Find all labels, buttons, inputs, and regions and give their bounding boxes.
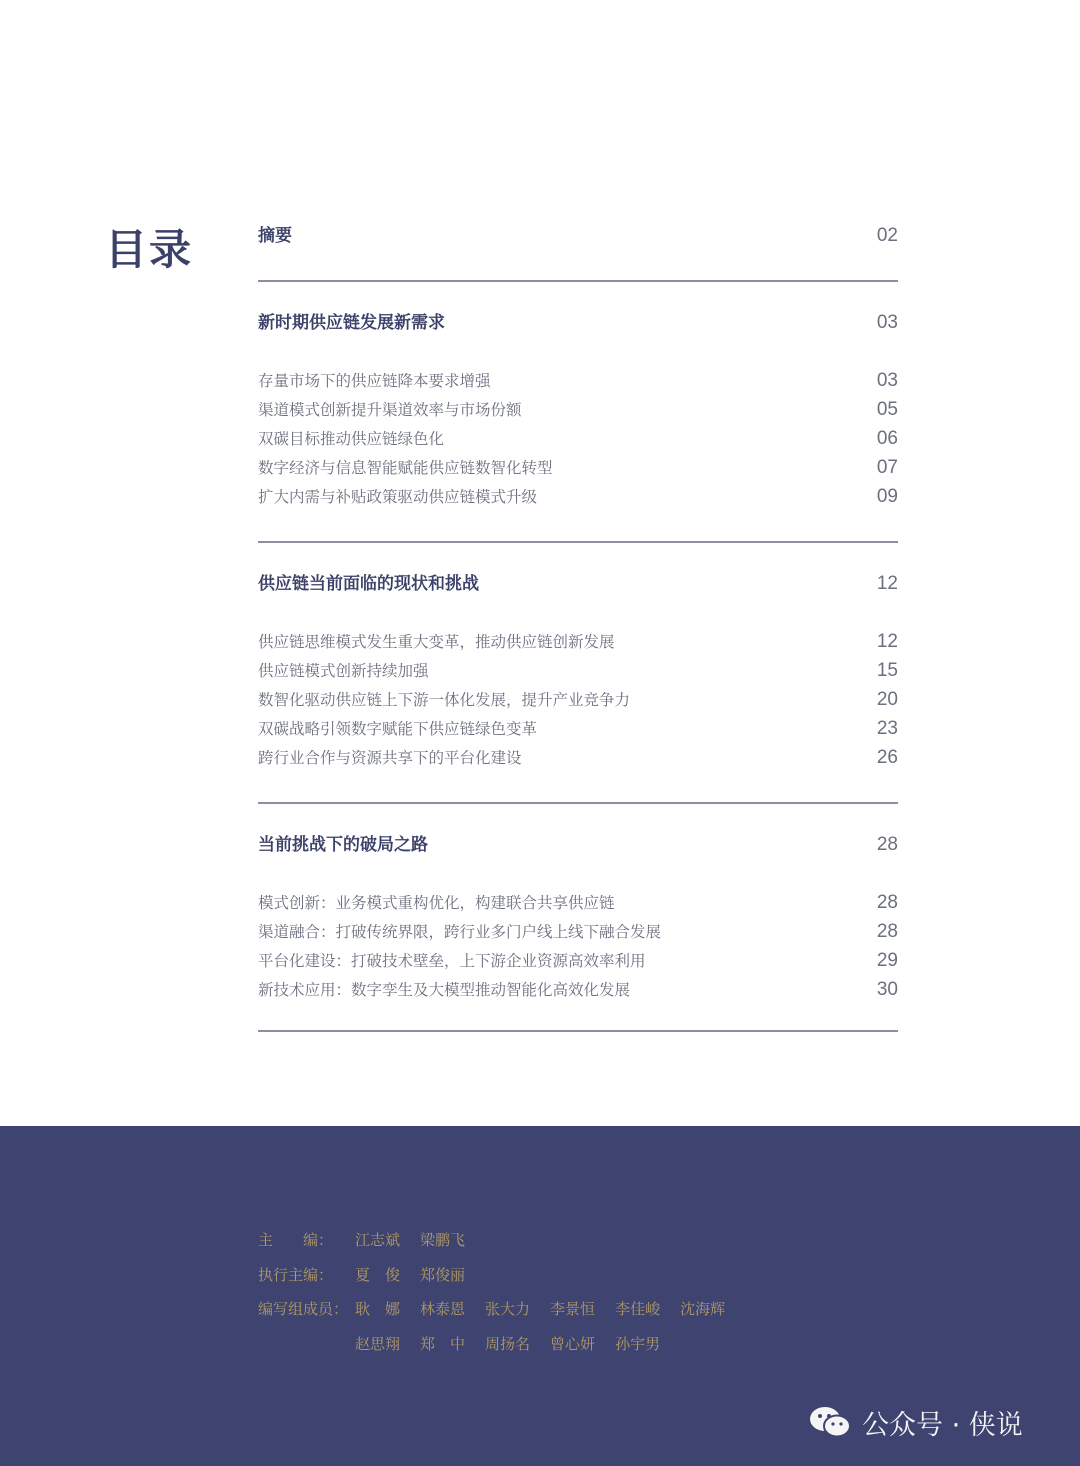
toc-item[interactable] bbox=[258, 424, 898, 454]
toc-title: 目录 bbox=[105, 225, 194, 274]
divider bbox=[258, 541, 898, 543]
divider bbox=[258, 280, 898, 282]
toc-item[interactable] bbox=[258, 685, 898, 715]
credit-name: 孙宇男 bbox=[615, 1335, 661, 1353]
toc-page-number: 28 bbox=[876, 921, 898, 942]
toc-heading-section-1[interactable] bbox=[258, 308, 898, 338]
toc-item-text: 平台化建设：打破技术壁垒，上下游企业资源高效率利用 bbox=[258, 952, 646, 970]
toc-item[interactable] bbox=[258, 917, 898, 947]
credit-name: 曾心妍 bbox=[550, 1335, 596, 1353]
credit-name: 周扬名 bbox=[485, 1335, 531, 1353]
toc-page-number: 12 bbox=[876, 573, 898, 594]
toc-page-number: 29 bbox=[876, 950, 898, 971]
toc-page-number: 07 bbox=[876, 457, 898, 478]
credit-name: 夏 俊 bbox=[355, 1266, 401, 1284]
toc-item[interactable] bbox=[258, 453, 898, 483]
credit-name: 郑俊丽 bbox=[420, 1266, 466, 1284]
toc-heading-section-2[interactable] bbox=[258, 569, 898, 599]
toc-item-text: 渠道融合：打破传统界限，跨行业多门户线上线下融合发展 bbox=[258, 923, 662, 941]
toc-heading-text: 摘要 bbox=[258, 226, 292, 246]
toc-item-text: 扩大内需与补贴政策驱动供应链模式升级 bbox=[258, 488, 538, 506]
credit-label: 编写组成员： bbox=[258, 1300, 349, 1318]
credit-name: 江志斌 bbox=[355, 1231, 401, 1249]
toc-item[interactable] bbox=[258, 946, 898, 976]
toc-page-number: 15 bbox=[876, 660, 898, 681]
toc-heading-section-3[interactable] bbox=[258, 830, 898, 860]
wechat-icon bbox=[808, 1404, 852, 1440]
toc-page-number: 03 bbox=[876, 312, 898, 333]
credit-name: 林泰恩 bbox=[420, 1300, 466, 1318]
toc-item-text: 新技术应用：数字孪生及大模型推动智能化高效化发展 bbox=[258, 981, 631, 999]
toc-page-number: 05 bbox=[876, 399, 898, 420]
watermark-text: 公众号 · 侠说 bbox=[862, 1409, 1023, 1441]
divider bbox=[258, 802, 898, 804]
toc-item-text: 双碳战略引领数字赋能下供应链绿色变革 bbox=[258, 720, 538, 738]
toc-item-text: 双碳目标推动供应链绿色化 bbox=[258, 430, 445, 448]
toc-item-text: 存量市场下的供应链降本要求增强 bbox=[258, 372, 491, 390]
credit-label: 主 编： bbox=[258, 1231, 334, 1249]
credit-name: 梁鹏飞 bbox=[420, 1231, 466, 1249]
credit-name: 郑 中 bbox=[420, 1335, 466, 1353]
toc-item-text: 渠道模式创新提升渠道效率与市场份额 bbox=[258, 401, 522, 419]
toc-item[interactable] bbox=[258, 888, 898, 918]
toc-page-number: 28 bbox=[876, 892, 898, 913]
toc-item[interactable] bbox=[258, 714, 898, 744]
toc-item[interactable] bbox=[258, 395, 898, 425]
credit-members bbox=[258, 1294, 745, 1324]
toc-item-text: 供应链思维模式发生重大变革，推动供应链创新发展 bbox=[258, 633, 615, 651]
credit-name: 李佳峻 bbox=[615, 1300, 661, 1318]
toc-page-number: 12 bbox=[876, 631, 898, 652]
credit-name: 赵思翔 bbox=[355, 1335, 401, 1353]
toc-page-number: 26 bbox=[876, 747, 898, 768]
credit-name: 沈海辉 bbox=[680, 1300, 726, 1318]
toc-item-text: 供应链模式创新持续加强 bbox=[258, 662, 429, 680]
toc-item-text: 跨行业合作与资源共享下的平台化建设 bbox=[258, 749, 522, 767]
credit-name: 耿 娜 bbox=[355, 1300, 401, 1318]
toc-page-number: 23 bbox=[876, 718, 898, 739]
toc-item[interactable] bbox=[258, 656, 898, 686]
toc-item[interactable] bbox=[258, 975, 898, 1005]
toc-item-text: 数智化驱动供应链上下游一体化发展，提升产业竞争力 bbox=[258, 691, 631, 709]
toc-page-number: 28 bbox=[876, 834, 898, 855]
divider bbox=[258, 1030, 898, 1032]
toc-page-number: 02 bbox=[876, 225, 898, 246]
toc-heading-abstract[interactable] bbox=[258, 221, 898, 251]
toc-page-number: 09 bbox=[876, 486, 898, 507]
credit-name: 张大力 bbox=[485, 1300, 531, 1318]
toc-item-text: 数字经济与信息智能赋能供应链数智化转型 bbox=[258, 459, 553, 477]
toc-heading-text: 当前挑战下的破局之路 bbox=[258, 835, 428, 855]
toc-item[interactable] bbox=[258, 743, 898, 773]
toc-heading-text: 供应链当前面临的现状和挑战 bbox=[258, 574, 479, 594]
credit-name: 李景恒 bbox=[550, 1300, 596, 1318]
credit-members-row2 bbox=[258, 1329, 680, 1359]
credit-chief-editor bbox=[258, 1225, 485, 1255]
watermark bbox=[808, 1402, 1023, 1442]
toc-heading-text: 新时期供应链发展新需求 bbox=[258, 313, 445, 333]
toc-page-number: 20 bbox=[876, 689, 898, 710]
toc-item[interactable] bbox=[258, 366, 898, 396]
toc-item[interactable] bbox=[258, 482, 898, 512]
toc-item-text: 模式创新：业务模式重构优化，构建联合共享供应链 bbox=[258, 894, 615, 912]
credit-exec-editor bbox=[258, 1260, 485, 1290]
toc-item[interactable] bbox=[258, 627, 898, 657]
toc-page-number: 30 bbox=[876, 979, 898, 1000]
toc-page-number: 03 bbox=[876, 370, 898, 391]
toc-page-number: 06 bbox=[876, 428, 898, 449]
credit-label: 执行主编： bbox=[258, 1266, 334, 1284]
